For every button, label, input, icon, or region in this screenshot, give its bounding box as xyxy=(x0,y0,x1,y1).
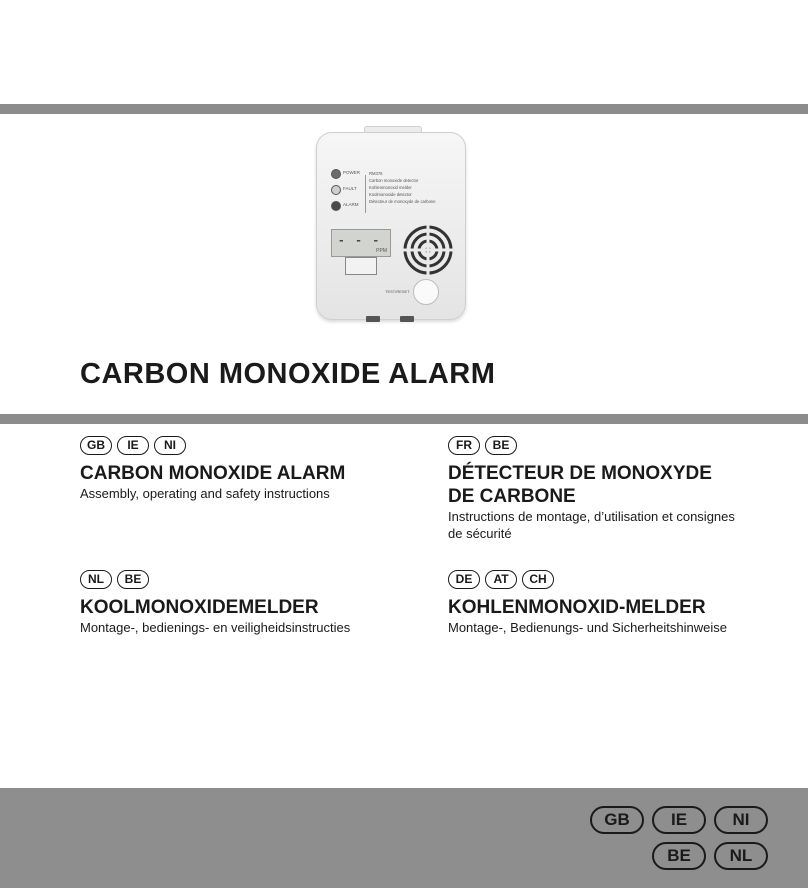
section-subtitle: Montage-, bedienings- en veiligheidsinstructies xyxy=(80,620,351,635)
lang-badge-ch: CH xyxy=(522,570,554,589)
section-subtitle: de sécurité xyxy=(448,526,512,541)
footer-language-row xyxy=(652,842,768,870)
power-led-icon xyxy=(331,169,341,179)
footer-badge-be: BE xyxy=(652,842,706,870)
language-badges xyxy=(448,436,788,456)
footer-badge-ie: IE xyxy=(652,806,706,834)
section-title: DE CARBONE xyxy=(448,486,576,507)
page-title: CARBON MONOXIDE ALARM xyxy=(80,358,496,390)
lang-badge-nl: NL xyxy=(80,570,112,589)
device-model: RM376 xyxy=(369,171,383,176)
led-label-power: POWER xyxy=(343,170,361,175)
section-title: KOOLMONOXIDEMELDER xyxy=(80,597,319,618)
device-desc-line: Koolmonoxide detector xyxy=(369,192,412,197)
device-desc-line: Kohlenmonoxid melder xyxy=(369,185,412,190)
section-title: DÉTECTEUR DE MONOXYDE xyxy=(448,463,712,484)
section-nl xyxy=(80,570,440,636)
led-label-alarm: ALARM xyxy=(343,202,359,207)
test-reset-button xyxy=(413,279,439,305)
lang-badge-at: AT xyxy=(485,570,517,589)
footer-language-row xyxy=(590,806,768,834)
section-fr xyxy=(448,436,788,542)
carbon-monoxide-alarm-image xyxy=(316,126,464,324)
device-desc-line: Carbon monoxide detector xyxy=(369,178,419,183)
section-gb xyxy=(80,436,440,502)
section-title: CARBON MONOXIDE ALARM xyxy=(80,463,346,484)
lang-badge-de: DE xyxy=(448,570,480,589)
lang-badge-be: BE xyxy=(117,570,149,589)
speaker-grille-icon xyxy=(403,225,453,275)
language-badges xyxy=(448,570,788,590)
lcd-display xyxy=(331,229,391,257)
alarm-led-icon xyxy=(331,201,341,211)
bottom-band xyxy=(0,788,808,888)
middle-divider-bar xyxy=(0,414,808,424)
top-divider-bar xyxy=(0,104,808,114)
lcd-unit: PPM xyxy=(376,248,387,254)
section-subtitle: Montage-, Bedienungs- und Sicherheitshinweise xyxy=(448,620,727,635)
footer-badge-ni: NI xyxy=(714,806,768,834)
fault-led-icon xyxy=(331,185,341,195)
lang-badge-gb: GB xyxy=(80,436,112,455)
lang-badge-ie: IE xyxy=(117,436,149,455)
lcd-digits: - - - xyxy=(338,234,382,247)
section-subtitle: Instructions de montage, d’utilisation et consignes xyxy=(448,509,735,524)
lang-badge-fr: FR xyxy=(448,436,480,455)
footer-badge-gb: GB xyxy=(590,806,644,834)
device-label-separator xyxy=(365,175,366,213)
lang-badge-be: BE xyxy=(485,436,517,455)
lcd-info-sticker xyxy=(345,257,377,275)
device-body xyxy=(316,132,466,320)
lang-badge-ni: NI xyxy=(154,436,186,455)
device-foot xyxy=(366,316,380,322)
device-desc-line: Détecteur de monoxyde de carbone xyxy=(369,199,436,204)
language-badges xyxy=(80,570,440,590)
language-badges xyxy=(80,436,440,456)
section-de xyxy=(448,570,788,636)
led-label-fault: FAULT xyxy=(343,186,357,191)
test-button-label: TEST/RESET xyxy=(385,289,410,294)
section-subtitle: Assembly, operating and safety instructions xyxy=(80,486,330,501)
section-title: KOHLENMONOXID-MELDER xyxy=(448,597,706,618)
footer-badge-nl: NL xyxy=(714,842,768,870)
device-foot xyxy=(400,316,414,322)
